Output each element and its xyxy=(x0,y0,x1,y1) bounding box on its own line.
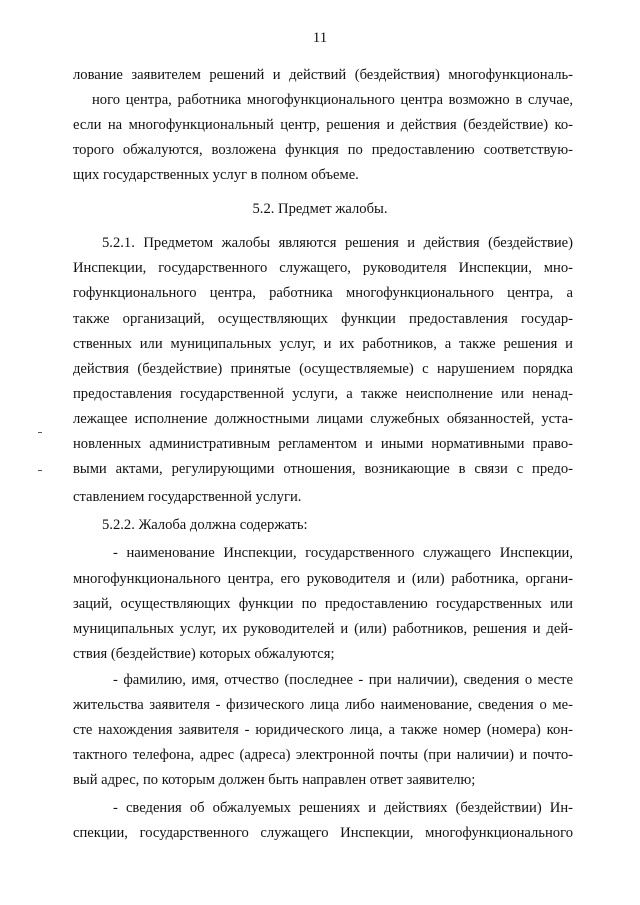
section-heading: 5.2. Предмет жалобы. xyxy=(252,201,388,217)
text-line: сте нахождения заявителя - юридического лица, а также номер (номера) кон- xyxy=(73,722,573,738)
text-line: щих государственных услуг в полном объеме. xyxy=(73,167,359,183)
scan-mark xyxy=(38,470,42,471)
text-line: лежащее исполнение должностными лицами служебных обязанностей, уста- xyxy=(73,411,573,427)
text-line: ствия (бездействие) которых обжалуются; xyxy=(73,646,335,662)
text-line: - фамилию, имя, отчество (последнее - при наличии), сведения о месте xyxy=(113,672,573,688)
text-line: Инспекции, государственного служащего, руководителя Инспекции, мно- xyxy=(73,260,573,276)
text-line: ставлением государственной услуги. xyxy=(73,489,302,505)
page-number: 11 xyxy=(312,30,328,46)
text-line: 5.2.1. Предметом жалобы являются решения и действия (бездействие) xyxy=(102,235,573,251)
text-line: ственных или муниципальных услуг, и их работников, а также решения и xyxy=(73,336,573,352)
text-line: торого обжалуются, возложена функция по предоставлению соответствую- xyxy=(73,142,573,158)
text-line: лование заявителем решений и действий (бездействия) многофункциональ- xyxy=(73,67,573,83)
text-line: муниципальных услуг, их руководителей и (или) работников, решения и дей- xyxy=(73,621,573,637)
text-line: выми актами, регулирующими отношения, возникающие в связи с предо- xyxy=(73,461,573,477)
text-line: предоставления государственной услуги, а также неисполнение или ненад- xyxy=(73,386,573,402)
text-line: многофункционального центра, его руководителя и (или) работника, органи- xyxy=(73,571,573,587)
text-line: ного центра, работника многофункционального центра возможно в случае, xyxy=(92,92,573,108)
text-line: жительства заявителя - физического лица либо наименование, сведения о ме- xyxy=(73,697,573,713)
text-line: гофункционального центра, работника многофункционального центра, а xyxy=(73,285,573,301)
text-line: спекции, государственного служащего Инспекции, многофункционального xyxy=(73,825,573,841)
text-line: - сведения об обжалуемых решениях и действиях (бездействии) Ин- xyxy=(113,800,573,816)
text-line: новленных административным регламентом и иными нормативными право- xyxy=(73,436,573,452)
text-line: 5.2.2. Жалоба должна содержать: xyxy=(102,517,308,533)
text-line: - наименование Инспекции, государственного служащего Инспекции, xyxy=(113,545,573,561)
text-line: заций, осуществляющих функции по предоставлению государственных или xyxy=(73,596,573,612)
text-line: если на многофункциональный центр, решения и действия (бездействие) ко- xyxy=(73,117,573,133)
text-line: также организаций, осуществляющих функции предоставления государ- xyxy=(73,311,573,327)
text-line: действия (бездействие) принятые (осуществляемые) с нарушением порядка xyxy=(73,361,573,377)
text-line: тактного телефона, адрес (адреса) электронной почты (при наличии) и почто- xyxy=(73,747,573,763)
scan-mark xyxy=(38,432,42,433)
text-line: вый адрес, по которым должен быть направлен ответ заявителю; xyxy=(73,772,476,788)
